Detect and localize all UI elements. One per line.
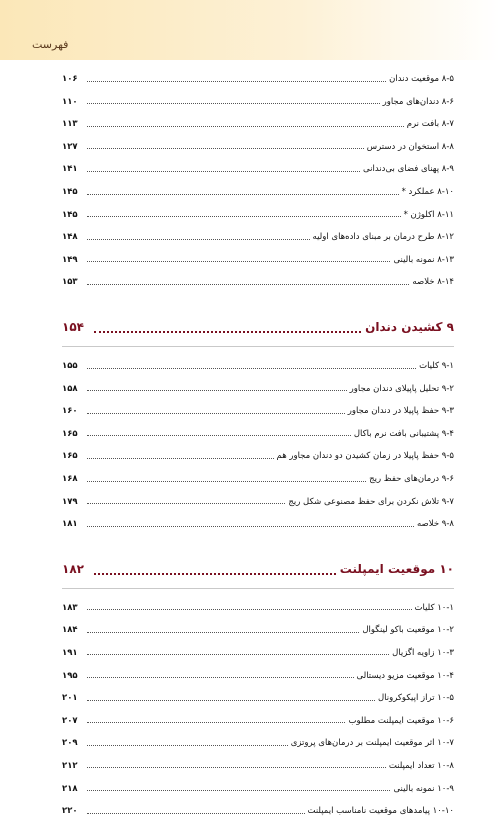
- toc-entry-page-number: ۱۸۳: [62, 602, 78, 613]
- toc-entry-title: ۸-۶ دندان‌های مجاور: [382, 96, 454, 107]
- page-header: [0, 0, 500, 60]
- dot-leader: [87, 790, 390, 791]
- toc-entry[interactable]: [62, 796, 454, 819]
- toc-entry-page-number: ۱۹۱: [62, 647, 78, 658]
- toc-entry[interactable]: [62, 87, 454, 110]
- chapter-page-number: ۱۵۴: [62, 319, 84, 334]
- toc-entry[interactable]: [62, 773, 454, 796]
- toc-entry[interactable]: [62, 509, 454, 532]
- toc-entry[interactable]: [62, 132, 454, 155]
- chapter-heading[interactable]: [62, 554, 454, 589]
- toc-entry[interactable]: [62, 660, 454, 683]
- dot-leader: [87, 526, 414, 527]
- toc-entry[interactable]: [62, 441, 454, 464]
- dot-leader: [87, 458, 274, 459]
- toc-entry-title: ۸-۱۴ خلاصه: [412, 277, 454, 288]
- toc-entry-page-number: ۱۱۳: [62, 119, 78, 130]
- toc-entry-title: ۹-۲ تحلیل پاپیلای دندان مجاور: [349, 383, 454, 394]
- chapter-title: ۹ کشیدن دندان: [365, 319, 454, 334]
- header-title: فهرست: [32, 38, 69, 51]
- dot-leader: [87, 171, 360, 172]
- toc-entry-page-number: ۱۴۱: [62, 164, 78, 175]
- toc-entry[interactable]: [62, 177, 454, 200]
- toc-entry-page-number: ۲۰۱: [62, 693, 78, 704]
- toc-entry-title: ۸-۵ موقعیت دندان: [389, 74, 454, 85]
- toc-entry-title: ۱۰-۲ موقعیت باکو لینگوال: [362, 625, 454, 636]
- toc-entry[interactable]: [62, 464, 454, 487]
- toc-entry-page-number: ۱۵۳: [62, 277, 78, 288]
- dot-leader: [87, 368, 416, 369]
- toc-entry-title: ۸-۱۲ طرح درمان بر مبنای داده‌های اولیه: [312, 232, 454, 243]
- toc-entry[interactable]: [62, 615, 454, 638]
- toc-entry-title: ۹-۴ پشتیبانی بافت نرم باکال: [353, 428, 454, 439]
- toc-entry-page-number: ۱۵۸: [62, 383, 78, 394]
- toc-entry[interactable]: [62, 728, 454, 751]
- toc-entry-title: ۹-۵ حفظ پاپیلا در زمان کشیدن دو دندان مجاور هم: [276, 451, 454, 462]
- toc-entry-page-number: ۱۴۵: [62, 187, 78, 198]
- toc-entry[interactable]: [62, 222, 454, 245]
- toc-entry-title: ۱۰-۵ تراز اپیکوکرونال: [377, 693, 454, 704]
- toc-entry-page-number: ۱۴۵: [62, 209, 78, 220]
- section-gap: [62, 290, 454, 304]
- toc-entry-title: ۹-۳ حفظ پاپیلا در دندان مجاور: [347, 406, 454, 417]
- toc-entry[interactable]: [62, 487, 454, 510]
- toc-entry-title: ۱۰-۱۰ پیامدهای موقعیت نامناسب ایمپلنت: [307, 806, 454, 817]
- toc-entry[interactable]: [62, 638, 454, 661]
- chapter-heading[interactable]: [62, 312, 454, 347]
- toc-entry-title: ۱۰-۳ زاویه اگزیال: [392, 647, 454, 658]
- toc-entry[interactable]: [62, 683, 454, 706]
- toc-entry-title: ۸-۹ پهنای فضای بی‌دندانی: [363, 164, 454, 175]
- toc-entry-page-number: ۱۵۵: [62, 361, 78, 372]
- toc-entry-page-number: ۲۲۰: [62, 806, 78, 817]
- toc-entry-page-number: ۲۱۲: [62, 760, 78, 771]
- dot-leader: [87, 503, 285, 504]
- dot-leader: [87, 239, 310, 240]
- toc-entry-title: ۱۰-۶ موقعیت ایمپلنت مطلوب: [348, 715, 454, 726]
- toc-entry-page-number: ۱۶۵: [62, 428, 78, 439]
- table-of-contents: [62, 64, 454, 819]
- toc-entry-title: ۹-۸ خلاصه: [416, 519, 454, 530]
- toc-entry-title: ۱۰-۱ کلیات: [414, 602, 454, 613]
- dot-leader: [87, 722, 345, 723]
- dot-leader: [87, 654, 389, 655]
- chapter-title: ۱۰ موقعیت ایمپلنت: [339, 561, 454, 576]
- section-gap: [62, 532, 454, 546]
- toc-entry-page-number: ۱۹۵: [62, 670, 78, 681]
- toc-entry-page-number: ۱۷۹: [62, 496, 78, 507]
- toc-entry[interactable]: [62, 419, 454, 442]
- dot-leader: [94, 563, 336, 575]
- dot-leader: [87, 481, 366, 482]
- toc-entry-page-number: ۱۸۱: [62, 519, 78, 530]
- toc-entry-page-number: ۱۴۸: [62, 232, 78, 243]
- toc-entry-page-number: ۱۸۴: [62, 625, 78, 636]
- toc-entry-title: ۱۰-۴ موقعیت مزیو دیستالی: [356, 670, 454, 681]
- dot-leader: [87, 767, 386, 768]
- toc-entry[interactable]: [62, 374, 454, 397]
- toc-entry-page-number: ۱۶۸: [62, 474, 78, 484]
- dot-leader: [87, 435, 351, 436]
- toc-entry-page-number: ۱۶۵: [62, 451, 78, 462]
- dot-leader: [87, 745, 288, 746]
- dot-leader: [87, 390, 347, 391]
- toc-entry-title: ۹-۷ تلاش نکردن برای حفظ مصنوعی شکل ریج: [288, 496, 454, 507]
- toc-entry-page-number: ۲۰۹: [62, 738, 78, 749]
- dot-leader: [87, 284, 409, 285]
- toc-entry-page-number: ۱۴۹: [62, 254, 78, 265]
- toc-entry-title: ۸-۷ بافت نرم: [406, 119, 454, 130]
- dot-leader: [87, 677, 354, 678]
- toc-entry[interactable]: [62, 267, 454, 290]
- toc-entry[interactable]: [62, 396, 454, 419]
- toc-entry-title: ۱۰-۹ نمونه بالینی: [393, 783, 454, 794]
- dot-leader: [87, 609, 412, 610]
- dot-leader: [87, 194, 399, 195]
- toc-entry-page-number: ۲۰۷: [62, 715, 78, 726]
- toc-entry-page-number: ۱۱۰: [62, 96, 78, 107]
- toc-entry[interactable]: [62, 351, 454, 374]
- toc-entry[interactable]: [62, 751, 454, 774]
- dot-leader: [94, 321, 361, 333]
- dot-leader: [87, 126, 404, 127]
- dot-leader: [87, 216, 401, 217]
- dot-leader: [87, 148, 364, 149]
- dot-leader: [87, 813, 305, 814]
- dot-leader: [87, 103, 380, 104]
- toc-entry[interactable]: [62, 154, 454, 177]
- toc-entry-page-number: ۱۲۷: [62, 141, 78, 152]
- dot-leader: [87, 413, 345, 414]
- toc-entry-page-number: ۱۰۶: [62, 74, 78, 85]
- toc-entry[interactable]: [62, 64, 454, 87]
- toc-entry[interactable]: [62, 593, 454, 616]
- toc-entry-title: ۱۰-۷ اثر موقعیت ایمپلنت بر درمان‌های پروتزی: [290, 738, 454, 749]
- toc-entry-page-number: ۱۶۰: [62, 406, 78, 417]
- chapter-page-number: ۱۸۲: [62, 561, 84, 576]
- toc-entry-title: ۸-۸ استخوان در دسترس: [366, 141, 454, 152]
- toc-entry-title: ۸-۱۰ عملکرد *: [401, 187, 454, 198]
- toc-entry[interactable]: [62, 109, 454, 132]
- dot-leader: [87, 261, 390, 262]
- toc-entry-title: ۹-۱ کلیات: [419, 361, 454, 372]
- dot-leader: [87, 81, 386, 82]
- toc-entry-title: ۹-۶ درمان‌های حفظ ریج: [369, 474, 454, 484]
- toc-entry-title: ۸-۱۱ اکلوژن *: [403, 209, 454, 220]
- dot-leader: [87, 632, 359, 633]
- toc-entry[interactable]: [62, 706, 454, 729]
- toc-entry[interactable]: [62, 245, 454, 268]
- toc-entry-title: ۸-۱۳ نمونه بالینی: [393, 254, 454, 265]
- toc-entry-title: ۱۰-۸ تعداد ایمپلنت: [388, 760, 454, 771]
- toc-entry[interactable]: [62, 200, 454, 223]
- toc-entry-page-number: ۲۱۸: [62, 783, 78, 794]
